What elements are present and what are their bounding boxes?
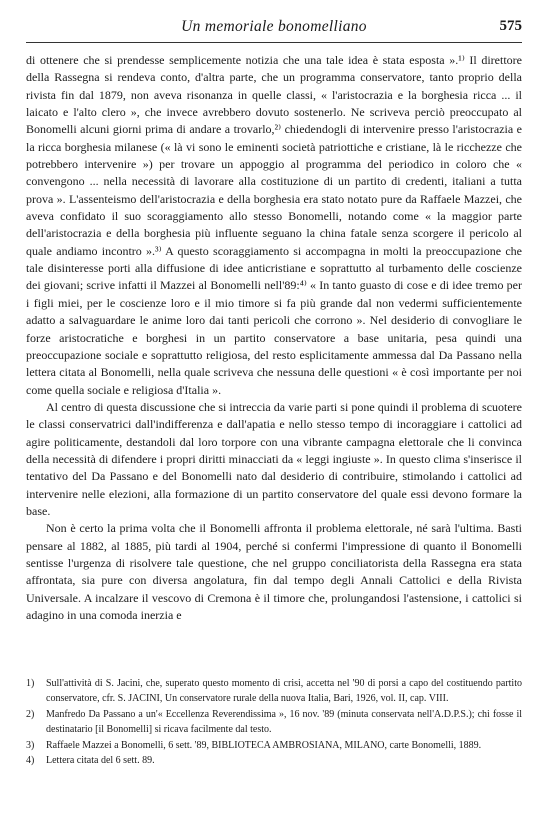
footnote-mark: 2) xyxy=(26,708,35,720)
footnotes xyxy=(26,676,522,768)
footnote-mark: 1) xyxy=(26,678,35,689)
paragraph: di ottenere che si prendesse semplicemente notizia che una tale idea è stata esposta ».¹⁾ Il direttore della Rassegna si rendeva conto, d'altra parte, che un programma conservatore, tanto proprio della rivista fin dal 1879, non aveva risonanza in quelle classi, « l'aristocrazia e la borghesia ricca ... il laicato e l'alto clero », che invece avrebbero dovuto sostenerlo. Ne scriveva perciò preoccupato al Bonomelli alcuni giorni prima di andare a trovarlo,²⁾ chiedendogli di intervenire presso l'aristocrazia e la ricca borghesia milanese (« là vi sono le eminenti società patriottiche e cristiane, là le ricchezze che potrebbero intervenire ») per trovare un appoggio al programma del periodico in coloro che « convengono ... nella necessità di lavorare alla costituzione di un partito di credenti, italiani a tutta prova ». L'assenteismo dell'aristocrazia e della borghesia era stato notato pure da Raffaele Mazzei, che aveva confidato il suo scoraggiamento allo stesso Bonomelli, notando come « la maggior parte dell'aristocrazia e della borghesia più influente seguano la china fatale senza scorgere il pericolo al quale andiamo incontro ».³⁾ A questo scoraggiamento si accompagna in molti la preoccupazione che tale disinteresse porti alla diffusione di idee anticristiane e soprattutto al turbamento delle coscienze dei giovani; scrive infatti il Mazzei al Bonomelli nell'89:⁴⁾ « In tanto guasto di cose e di idee tremo per i figli miei, per le coscienze loro e il mio timore si fa più grande dal non vedermi sufficientemente adatto a salvaguardare le anime loro dai tanti pericoli che corrono ». Nel desiderio di convogliare le forze aristocratiche e borghesi in un partito conservatore a base unitaria, pesa quindi una preoccupazione sociale e soprattutto religiosa, del resto esplicitamente ammessa dal Da Passano nella lettera citata al Bonomelli, nella quale scriveva che nessuna delle questioni « è così importante per noi come quella sociale e religiosa d'Italia ». xyxy=(26,53,522,397)
page-number: 575 xyxy=(499,18,522,34)
footnote-text: Raffaele Mazzei a Bonomelli, 6 sett. '89, BIBLIOTECA AMBROSIANA, MILANO, carte Bonomelli, 1889. xyxy=(46,739,482,751)
paragraph: Non è certo la prima volta che il Bonomelli affronta il problema elettorale, né sarà l'ultima. Basti pensare al 1882, al 1885, più tardi al 1904, perché si confermi l'impressione di quanto il Bonomelli sentisse l'urgenza di risolvere tale questione, che nel gruppo conciliatorista della Rassegna era stata affrontata, sia pure con diversa angolatura, fin dal tempo degli Annali Cattolici e della Rivista Universale. A incalzare il vescovo di Cremona è il timore che, prolungandosi l'astensione, i cattolici si adagino in una comoda inerzia e xyxy=(26,521,522,622)
running-title: Un memoriale bonomelliano xyxy=(181,18,367,35)
body-text xyxy=(26,52,522,624)
footnote-text: Lettera citata del 6 sett. 89. xyxy=(46,755,155,767)
footnote xyxy=(26,738,522,753)
footnote-mark: 3) xyxy=(26,739,35,751)
footnote xyxy=(26,753,522,768)
header-rule xyxy=(26,42,522,43)
book-page xyxy=(26,0,522,830)
footnote xyxy=(26,707,522,738)
page-header xyxy=(26,18,522,40)
paragraph: Al centro di questa discussione che si intreccia da varie parti si pone quindi il problema di scuotere le classi conservatrici dall'indifferenza e dall'apatia e nello stesso tempo di incoraggiare i cattolici ad agire politicamente, destandoli dal loro torpore con una vibrante campagna elettorale che li convinca della necessità di difendere i propri diritti minacciati da « leggi ingiuste ». In questo clima s'inserisce il tentativo del Da Passano e del Bonomelli nato dal desiderio di contribuire, stimolando i cattolici ad intervenire nelle elezioni, alla formazione di un partito conservatore del quale essi devono formare la base. xyxy=(26,399,522,518)
footnote-text: Sull'attività di S. Jacini, che, superato questo momento di crisi, accetta nel '90 di porsi a capo del costituendo partito conservatore, cfr. S. JACINI, Un conservatore rurale della nuova Italia, Bari, 1926, vol. II, cap. VIII. xyxy=(46,678,522,705)
footnote xyxy=(26,676,522,707)
footnote-text: Manfredo Da Passano a un'« Eccellenza Reverendissima », 16 nov. '89 (minuta conservata nell'A.D.P.S.); chi fosse il destinatario [il Bonomelli] si ricava facilmente dal testo. xyxy=(46,708,522,736)
footnote-mark: 4) xyxy=(26,755,35,767)
